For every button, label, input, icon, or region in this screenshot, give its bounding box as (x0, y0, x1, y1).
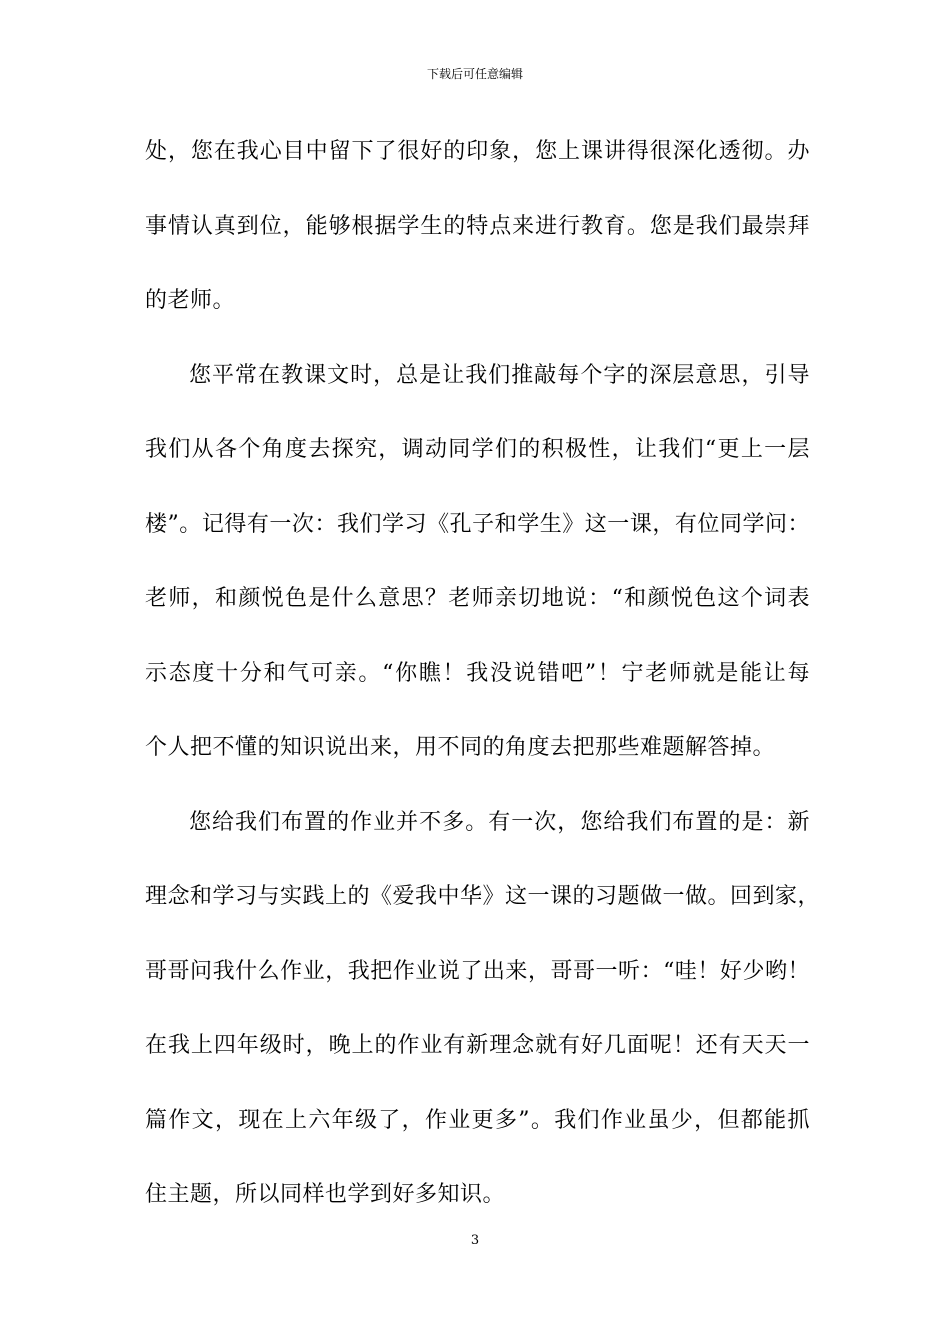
text-line: 的老师。 (145, 288, 236, 313)
document-body (145, 130, 821, 1248)
page-header: 下载后可任意编辑 (426, 67, 523, 81)
text-line: 个人把不懂的知识说出来，用不同的角度去把那些难题解答掉。 (145, 735, 776, 760)
text-line: 示态度十分和气可亲。“你瞧！我没说错吧”！宁老师就是能让每 (145, 660, 810, 686)
text-line: 楼”。记得有一次：我们学习《孔子和学生》这一课，有位同学问： (145, 511, 810, 537)
text-line: 篇作文，现在上六年级了，作业更多”。我们作业虽少，但都能抓 (145, 1107, 810, 1133)
text-line: 在我上四年级时，晚上的作业有新理念就有好几面呢！还有天天一 (145, 1033, 810, 1058)
paragraph-1 (145, 130, 810, 354)
text-line: 老师，和颜悦色是什么意思？老师亲切地说：“和颜悦色这个词表 (145, 586, 810, 611)
text-line: 您给我们布置的作业并不多。有一次，您给我们布置的是：新 (189, 809, 810, 835)
paragraph-3 (145, 801, 821, 1248)
text-line: 您平常在教课文时，总是让我们推敲每个字的深层意思，引导 (189, 362, 810, 388)
text-line: 处，您在我心目中留下了很好的印象，您上课讲得很深化透彻。办 (145, 139, 810, 164)
page-number: 3 (470, 1233, 480, 1248)
text-line: 住主题，所以同样也学到好多知识。 (145, 1182, 506, 1207)
text-line: 理念和学习与实践上的《爱我中华》这一课的习题做一做。回到家， (145, 884, 821, 909)
text-line: 事情认真到位，能够根据学生的特点来进行教育。您是我们最崇拜 (145, 213, 810, 239)
text-line: 哥哥问我什么作业，我把作业说了出来，哥哥一听：“哇！好少哟！ (145, 958, 810, 984)
paragraph-2 (145, 354, 810, 801)
text-line: 我们从各个角度去探究，调动同学们的积极性，让我们“更上一层 (145, 437, 810, 462)
